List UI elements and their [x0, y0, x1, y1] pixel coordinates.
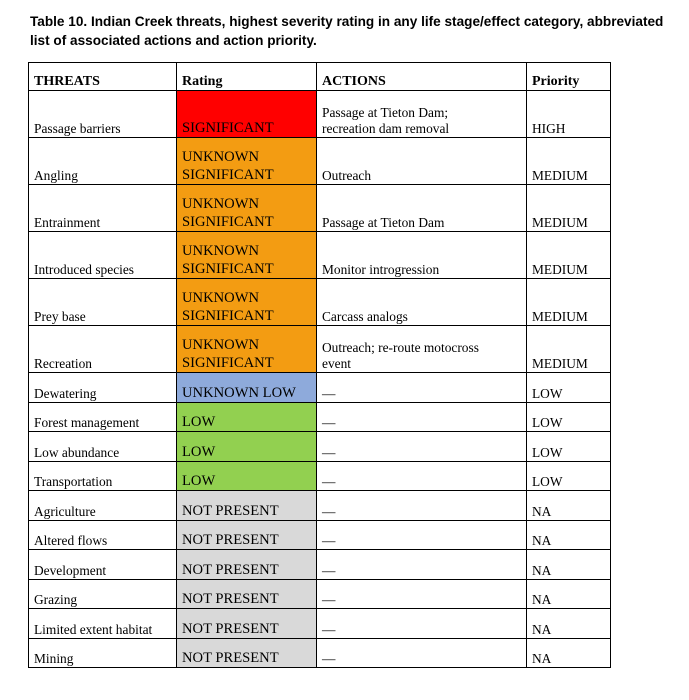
- rating-line: SIGNIFICANT: [182, 261, 274, 277]
- threat-cell: Limited extent habitat: [29, 609, 177, 639]
- rating-cell: [177, 609, 317, 639]
- priority-cell: NA: [527, 550, 611, 580]
- priority-cell: MEDIUM: [527, 232, 611, 279]
- action-line: —: [322, 415, 336, 430]
- table-row: [29, 373, 611, 403]
- actions-cell: [317, 432, 527, 462]
- rating-cell: [177, 491, 317, 521]
- action-line: —: [322, 533, 336, 548]
- action-line: Outreach: [322, 168, 372, 183]
- table-row: [29, 638, 611, 668]
- rating-line: UNKNOWN: [182, 149, 260, 165]
- threat-cell: Entrainment: [29, 185, 177, 232]
- actions-cell: [317, 520, 527, 550]
- actions-cell: [317, 232, 527, 279]
- rating-line: NOT PRESENT: [182, 502, 279, 519]
- priority-cell: NA: [527, 579, 611, 609]
- table-body: [29, 91, 611, 668]
- header-priority: Priority: [527, 63, 611, 91]
- threat-cell: Angling: [29, 138, 177, 185]
- threat-cell: Transportation: [29, 461, 177, 491]
- action-line: —: [322, 474, 336, 489]
- rating-line: SIGNIFICANT: [182, 120, 274, 136]
- rating-cell: [177, 232, 317, 279]
- table-row: [29, 432, 611, 462]
- actions-cell: [317, 138, 527, 185]
- threat-cell: Dewatering: [29, 373, 177, 403]
- action-line: —: [322, 562, 336, 578]
- priority-cell: MEDIUM: [527, 138, 611, 185]
- actions-cell: [317, 579, 527, 609]
- rating-line: SIGNIFICANT: [182, 167, 274, 183]
- priority-cell: LOW: [527, 432, 611, 462]
- actions-cell: [317, 373, 527, 403]
- rating-cell: [177, 185, 317, 232]
- rating-line: UNKNOWN: [182, 337, 260, 353]
- rating-cell: [177, 520, 317, 550]
- rating-cell: [177, 550, 317, 580]
- rating-line: SIGNIFICANT: [182, 355, 274, 371]
- action-line: Outreach; re-route motocross: [322, 340, 479, 355]
- action-line: Carcass analogs: [322, 309, 408, 324]
- priority-cell: MEDIUM: [527, 326, 611, 373]
- table-row: [29, 138, 611, 185]
- header-actions: ACTIONS: [317, 63, 527, 91]
- threat-cell: Prey base: [29, 279, 177, 326]
- table-row: [29, 232, 611, 279]
- rating-cell: [177, 91, 317, 138]
- action-line: Passage at Tieton Dam;: [322, 105, 449, 120]
- rating-line: SIGNIFICANT: [182, 214, 274, 230]
- priority-cell: LOW: [527, 461, 611, 491]
- threat-cell: Agriculture: [29, 491, 177, 521]
- table-row: [29, 91, 611, 138]
- header-row: [29, 63, 611, 91]
- actions-cell: [317, 185, 527, 232]
- rating-line: NOT PRESENT: [182, 591, 279, 607]
- rating-cell: [177, 326, 317, 373]
- actions-cell: [317, 609, 527, 639]
- priority-cell: NA: [527, 638, 611, 668]
- priority-cell: NA: [527, 609, 611, 639]
- threat-cell: Altered flows: [29, 520, 177, 550]
- action-line: Passage at Tieton Dam: [322, 215, 445, 230]
- actions-cell: [317, 638, 527, 668]
- table-caption: Table 10. Indian Creek threats, highest severity rating in any life stage/effect category, abbreviated list of associated actions and action priority.: [30, 14, 664, 48]
- actions-cell: [317, 326, 527, 373]
- rating-line: NOT PRESENT: [182, 650, 279, 666]
- actions-cell: [317, 461, 527, 491]
- action-line: recreation dam removal: [322, 121, 450, 136]
- rating-cell: [177, 579, 317, 609]
- rating-line: LOW: [182, 473, 216, 489]
- action-line: —: [322, 385, 336, 401]
- priority-cell: MEDIUM: [527, 279, 611, 326]
- action-line: —: [322, 444, 336, 460]
- table-row: [29, 461, 611, 491]
- threat-cell: Development: [29, 550, 177, 580]
- rating-line: NOT PRESENT: [182, 620, 279, 637]
- rating-line: NOT PRESENT: [182, 561, 279, 578]
- action-line: Monitor introgression: [322, 262, 440, 277]
- table-row: [29, 402, 611, 432]
- actions-cell: [317, 91, 527, 138]
- table-row: [29, 491, 611, 521]
- table-row: [29, 279, 611, 326]
- action-line: —: [322, 503, 336, 519]
- threats-table: [28, 62, 611, 668]
- threat-cell: Introduced species: [29, 232, 177, 279]
- rating-cell: [177, 432, 317, 462]
- rating-line: UNKNOWN: [182, 243, 260, 259]
- action-line: —: [322, 651, 336, 666]
- threat-cell: Mining: [29, 638, 177, 668]
- rating-cell: [177, 279, 317, 326]
- threat-cell: Grazing: [29, 579, 177, 609]
- priority-cell: MEDIUM: [527, 185, 611, 232]
- rating-line: LOW: [182, 414, 216, 430]
- rating-line: SIGNIFICANT: [182, 308, 274, 324]
- threat-cell: Passage barriers: [29, 91, 177, 138]
- action-line: event: [322, 356, 351, 371]
- rating-cell: [177, 461, 317, 491]
- actions-cell: [317, 402, 527, 432]
- header-rating: Rating: [177, 63, 317, 91]
- table-row: [29, 520, 611, 550]
- rating-line: NOT PRESENT: [182, 532, 279, 548]
- priority-cell: HIGH: [527, 91, 611, 138]
- priority-cell: NA: [527, 520, 611, 550]
- table-row: [29, 609, 611, 639]
- rating-cell: [177, 138, 317, 185]
- rating-cell: [177, 402, 317, 432]
- priority-cell: LOW: [527, 402, 611, 432]
- rating-cell: [177, 638, 317, 668]
- actions-cell: [317, 550, 527, 580]
- threat-cell: Forest management: [29, 402, 177, 432]
- action-line: —: [322, 621, 336, 637]
- threat-cell: Recreation: [29, 326, 177, 373]
- header-threats: THREATS: [29, 63, 177, 91]
- threat-cell: Low abundance: [29, 432, 177, 462]
- table-row: [29, 326, 611, 373]
- rating-line: UNKNOWN LOW: [182, 384, 296, 401]
- rating-cell: [177, 373, 317, 403]
- rating-line: UNKNOWN: [182, 196, 260, 212]
- rating-line: UNKNOWN: [182, 290, 260, 306]
- table-row: [29, 185, 611, 232]
- table-row: [29, 579, 611, 609]
- table-row: [29, 550, 611, 580]
- action-line: —: [322, 592, 336, 607]
- actions-cell: [317, 279, 527, 326]
- rating-line: LOW: [182, 443, 216, 460]
- priority-cell: NA: [527, 491, 611, 521]
- priority-cell: LOW: [527, 373, 611, 403]
- actions-cell: [317, 491, 527, 521]
